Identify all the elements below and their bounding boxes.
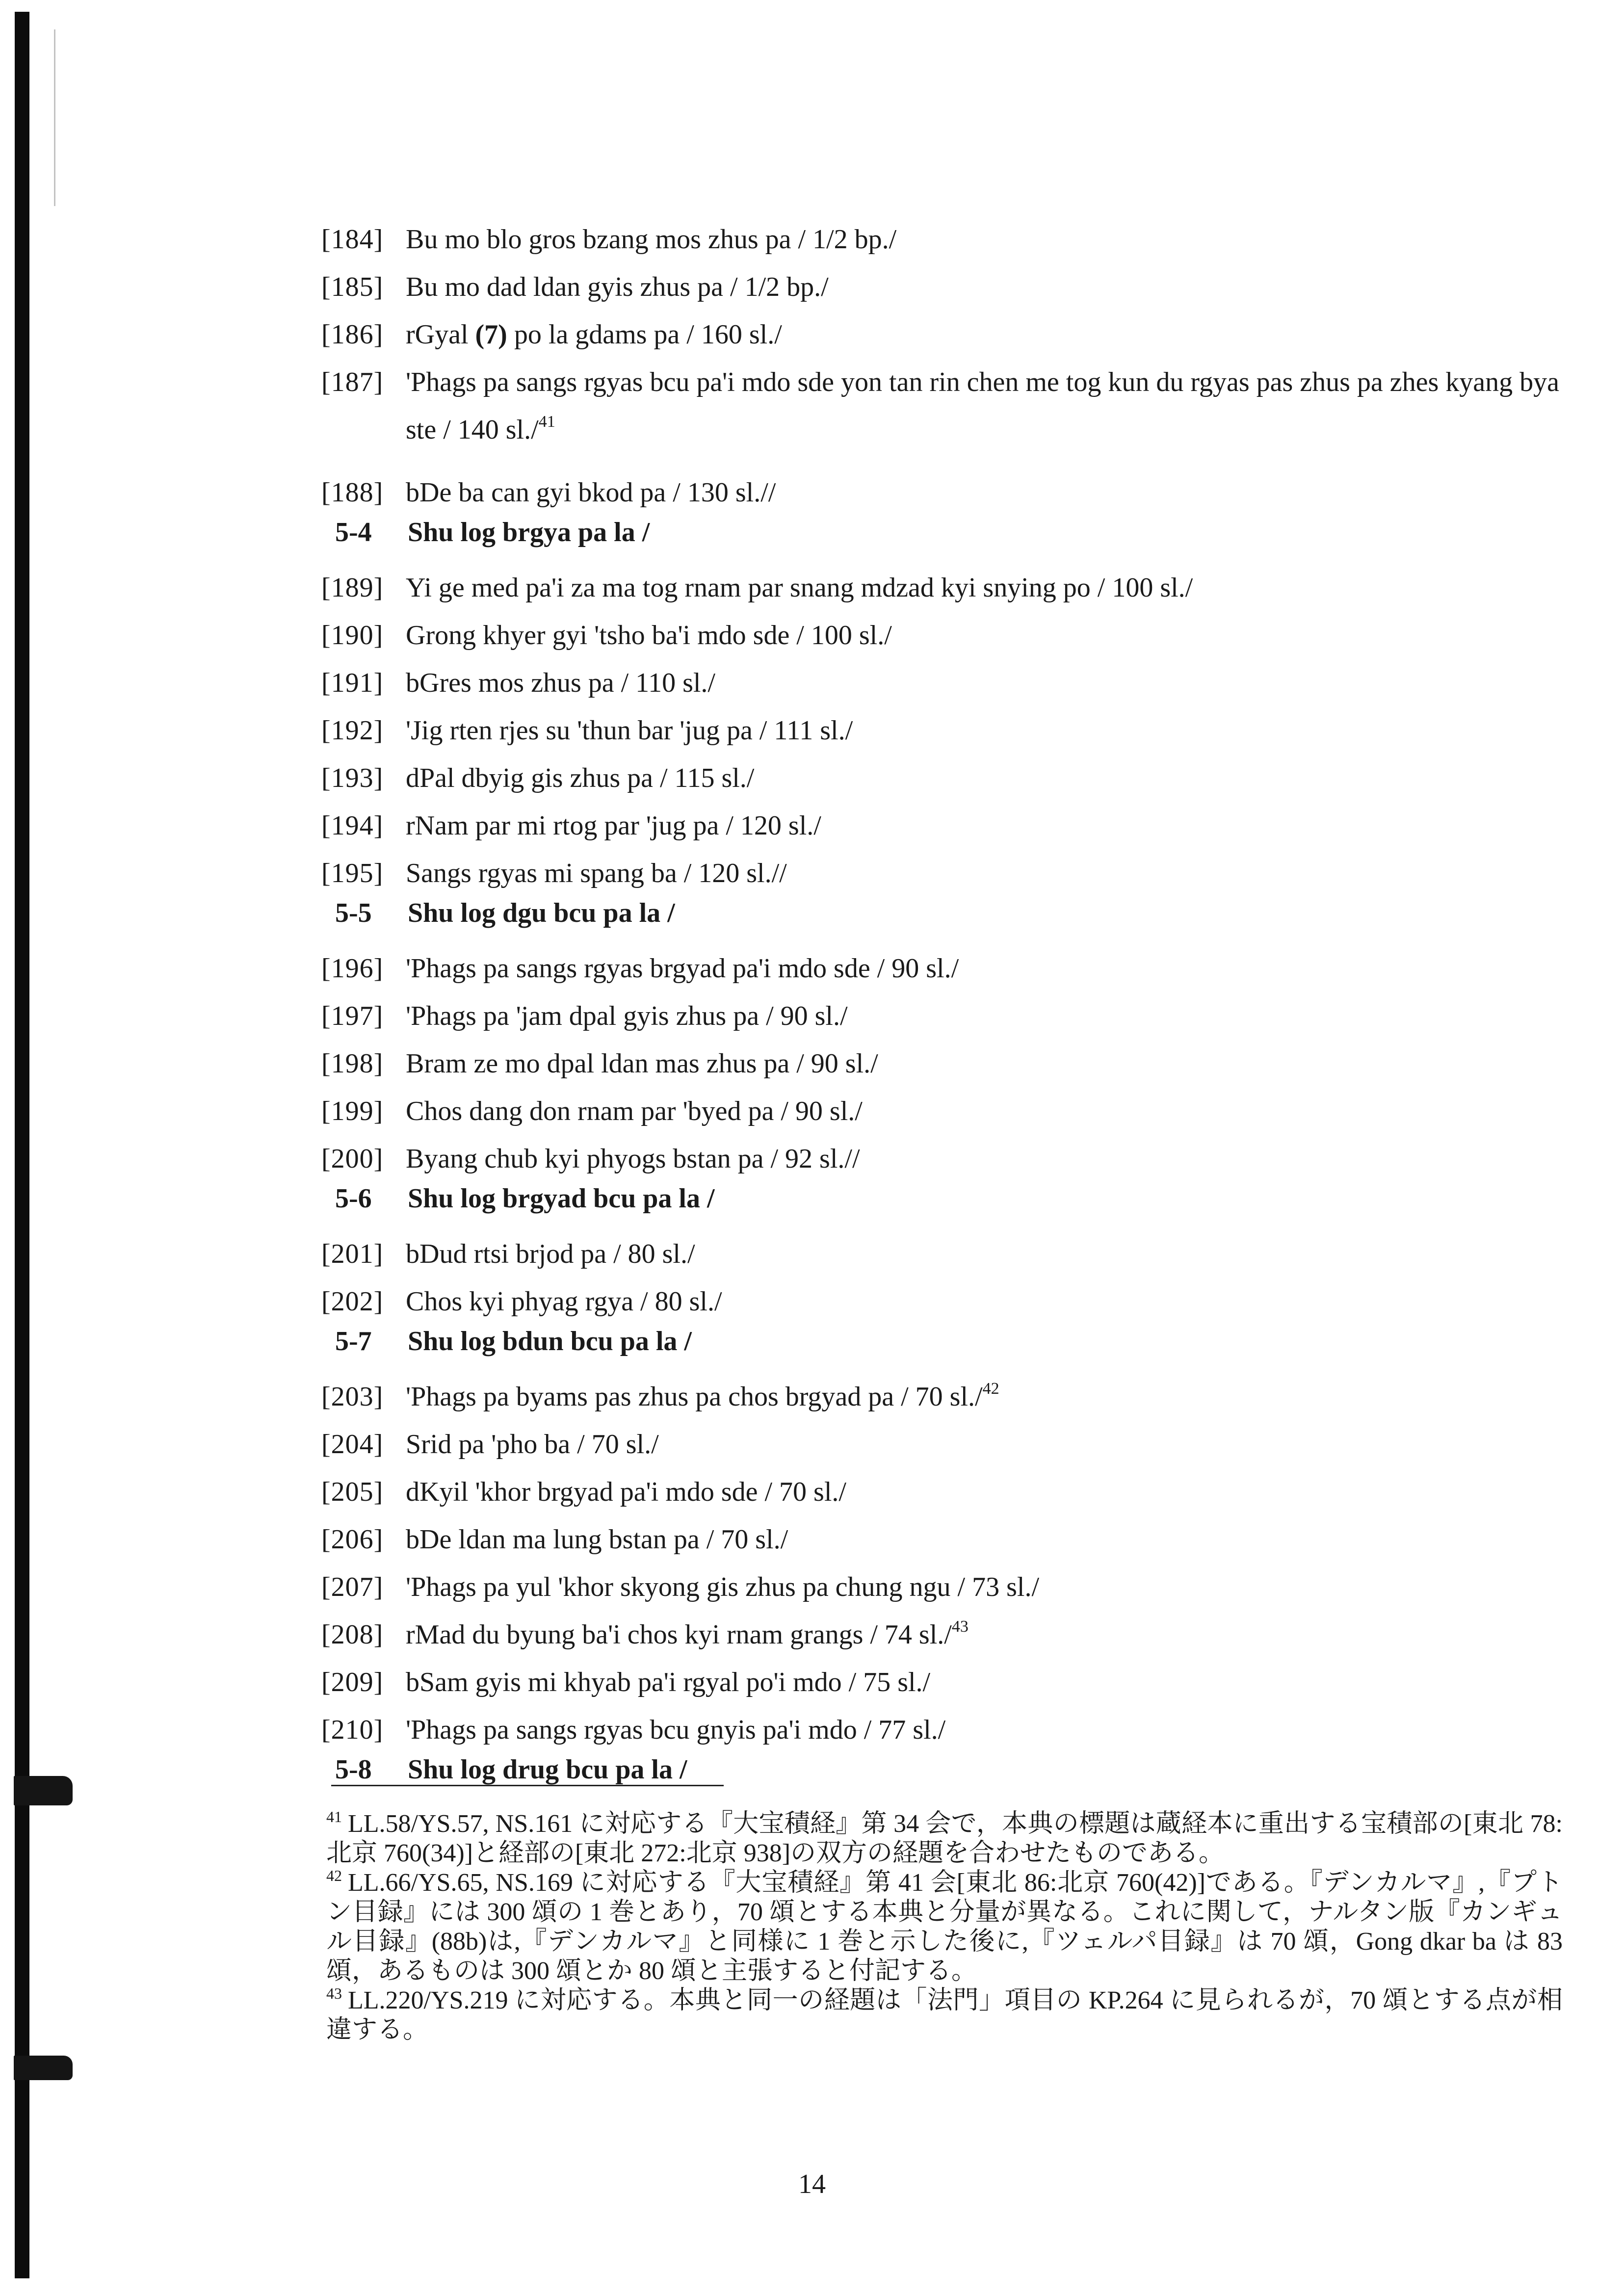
entry-number: [208] bbox=[321, 1619, 384, 1650]
catalog-entry bbox=[321, 469, 1577, 517]
entry-title: 'Phags pa sangs rgyas brgyad pa'i mdo sde / 90 sl./ bbox=[406, 953, 959, 984]
catalog-entry bbox=[321, 612, 1577, 659]
scan-edge-shadow bbox=[15, 12, 29, 2278]
footnote-text: LL.220/YS.219 に対応する。本典と同一の経題は「法門」項目の KP.264 に見られるが，70 頌とする点が相違する。 bbox=[326, 1986, 1563, 2044]
catalog-entry bbox=[321, 263, 1577, 311]
scan-streak bbox=[54, 29, 55, 206]
entry-number: [192] bbox=[321, 715, 384, 746]
entry-number: [187] bbox=[321, 367, 384, 397]
entry-title: bGres mos zhus pa / 110 sl./ bbox=[406, 668, 715, 698]
section-heading bbox=[321, 1754, 1577, 1801]
footnote bbox=[326, 1868, 1563, 1986]
entry-number: [198] bbox=[321, 1048, 384, 1079]
section-number: 5-5 bbox=[335, 898, 372, 928]
entry-number: [191] bbox=[321, 668, 384, 698]
entry-number: [195] bbox=[321, 858, 384, 888]
entry-number: [206] bbox=[321, 1524, 384, 1555]
entry-title: Bu mo blo gros bzang mos zhus pa / 1/2 bp./ bbox=[406, 224, 897, 255]
catalog-entry bbox=[321, 850, 1577, 897]
entry-number: [203] bbox=[321, 1382, 384, 1412]
entry-title: dKyil 'khor brgyad pa'i mdo sde / 70 sl./ bbox=[406, 1477, 846, 1507]
catalog-entry bbox=[321, 707, 1577, 755]
catalog-entry-list bbox=[321, 216, 1577, 1801]
entry-number: [190] bbox=[321, 620, 384, 651]
section-title: Shu log drug bcu pa la / bbox=[408, 1754, 687, 1785]
entry-title: 'Phags pa 'jam dpal gyis zhus pa / 90 sl./ bbox=[406, 1001, 848, 1031]
entry-title: 'Phags pa byams pas zhus pa chos brgyad pa / 70 sl./$^{42}$ bbox=[406, 1380, 999, 1412]
catalog-entry bbox=[321, 1230, 1577, 1278]
footnote bbox=[326, 1809, 1563, 1868]
entry-title: Byang chub kyi phyogs bstan pa / 92 sl.// bbox=[406, 1144, 860, 1174]
catalog-entry bbox=[321, 1135, 1577, 1183]
entry-number: [199] bbox=[321, 1096, 384, 1126]
catalog-entry bbox=[321, 1706, 1577, 1754]
footnote bbox=[326, 1986, 1563, 2045]
entry-number: [196] bbox=[321, 953, 384, 984]
entry-number: [189] bbox=[321, 573, 384, 603]
entry-title: rNam par mi rtog par 'jug pa / 120 sl./ bbox=[406, 810, 821, 841]
catalog-entry bbox=[321, 1088, 1577, 1135]
catalog-entry bbox=[321, 1564, 1577, 1611]
catalog-entry bbox=[321, 945, 1577, 992]
catalog-entry bbox=[321, 311, 1577, 359]
entry-title: Chos dang don rnam par 'byed pa / 90 sl./ bbox=[406, 1096, 863, 1126]
footnote-number: 41 bbox=[326, 1808, 342, 1826]
entry-title: bSam gyis mi khyab pa'i rgyal po'i mdo / 75 sl./ bbox=[406, 1667, 931, 1697]
entry-number: [194] bbox=[321, 810, 384, 841]
section-title: Shu log brgyad bcu pa la / bbox=[408, 1183, 715, 1214]
section-heading bbox=[321, 517, 1577, 564]
entry-number: [204] bbox=[321, 1429, 384, 1460]
entry-title: Chos kyi phyag rgya / 80 sl./ bbox=[406, 1286, 722, 1317]
entry-title: Yi ge med pa'i za ma tog rnam par snang mdzad kyi snying po / 100 sl./ bbox=[406, 573, 1193, 603]
entry-number: [201] bbox=[321, 1239, 384, 1269]
section-number: 5-8 bbox=[335, 1754, 372, 1785]
catalog-entry bbox=[321, 1516, 1577, 1564]
page-number: 14 bbox=[798, 2169, 826, 2199]
section-number: 5-6 bbox=[335, 1183, 372, 1214]
entry-number: [200] bbox=[321, 1144, 384, 1174]
catalog-entry bbox=[321, 216, 1577, 263]
catalog-entry bbox=[321, 1278, 1577, 1326]
entry-title: 'Jig rten rjes su 'thun bar 'jug pa / 111 sl./ bbox=[406, 715, 853, 746]
entry-title: Bu mo dad ldan gyis zhus pa / 1/2 bp./ bbox=[406, 272, 829, 302]
footnote-ref: 41 bbox=[538, 413, 555, 431]
entry-title: bDud rtsi brjod pa / 80 sl./ bbox=[406, 1239, 695, 1269]
footnotes bbox=[326, 1809, 1563, 2045]
scan-artifact bbox=[14, 1776, 73, 1805]
section-heading bbox=[321, 1326, 1577, 1373]
entry-number: [202] bbox=[321, 1286, 384, 1317]
entry-title: 'Phags pa sangs rgyas bcu pa'i mdo sde yon tan rin chen me tog kun du rgyas pas zhus pa zhes kyang bya ste / 140 sl./$^{41}$ bbox=[406, 367, 1559, 445]
entry-number: [193] bbox=[321, 763, 384, 793]
footnote-separator bbox=[331, 1785, 724, 1786]
section-number: 5-4 bbox=[335, 517, 372, 548]
footnote-number: 42 bbox=[326, 1867, 342, 1884]
catalog-entry bbox=[321, 755, 1577, 802]
entry-title: Bram ze mo dpal ldan mas zhus pa / 90 sl./ bbox=[406, 1048, 878, 1079]
entry-number: [210] bbox=[321, 1715, 384, 1745]
entry-title: 'Phags pa sangs rgyas bcu gnyis pa'i mdo / 77 sl./ bbox=[406, 1715, 946, 1745]
entry-number: [186] bbox=[321, 319, 384, 350]
entry-number: [184] bbox=[321, 224, 384, 255]
catalog-entry bbox=[321, 1468, 1577, 1516]
entry-title: rGyal (7) po la gdams pa / 160 sl./ bbox=[406, 319, 782, 350]
entry-title: Sangs rgyas mi spang ba / 120 sl.// bbox=[406, 858, 787, 888]
section-title: Shu log brgya pa la / bbox=[408, 517, 650, 548]
catalog-entry bbox=[321, 802, 1577, 850]
entry-number: [188] bbox=[321, 477, 384, 508]
entry-number: [207] bbox=[321, 1572, 384, 1602]
section-heading bbox=[321, 897, 1577, 945]
footnote-number: 43 bbox=[326, 1984, 342, 2002]
catalog-entry bbox=[321, 1611, 1577, 1659]
entry-title: bDe ba can gyi bkod pa / 130 sl.// bbox=[406, 477, 776, 508]
entry-number: [185] bbox=[321, 272, 384, 302]
entry-title: rMad du byung ba'i chos kyi rnam grangs / 74 sl./$^{43}$ bbox=[406, 1618, 969, 1650]
entry-number: [197] bbox=[321, 1001, 384, 1031]
footnote-ref: 43 bbox=[951, 1618, 969, 1636]
footnote-text: LL.66/YS.65, NS.169 に対応する『大宝積経』第 41 会[東北 86:北京 760(42)]である。『デンカルマ』,『プトン目録』には 300 頌の 1 巻とあり，70 頌とする本典と分量が異なる。これに関して，ナルタン版『カンギュル目録』(88b)は,『デンカルマ』と同様に 1 巻と示した後に,『ツェルパ目録』は 70 頌，Gong dkar ba は 83 頌，あるものは 300 頌とか 80 頌と主張すると付記する。 bbox=[326, 1869, 1563, 1985]
entry-title: Srid pa 'pho ba / 70 sl./ bbox=[406, 1429, 659, 1460]
entry-title: dPal dbyig gis zhus pa / 115 sl./ bbox=[406, 763, 755, 793]
catalog-entry bbox=[321, 1421, 1577, 1468]
section-number: 5-7 bbox=[335, 1326, 372, 1357]
section-heading bbox=[321, 1183, 1577, 1230]
entry-title: 'Phags pa yul 'khor skyong gis zhus pa chung ngu / 73 sl./ bbox=[406, 1572, 1040, 1602]
entry-number: [209] bbox=[321, 1667, 384, 1697]
catalog-entry bbox=[321, 564, 1577, 612]
footnote-ref: 42 bbox=[982, 1380, 999, 1398]
entry-title: bDe ldan ma lung bstan pa / 70 sl./ bbox=[406, 1524, 788, 1555]
section-title: Shu log dgu bcu pa la / bbox=[408, 898, 675, 928]
catalog-entry bbox=[321, 1659, 1577, 1706]
catalog-entry bbox=[321, 359, 1577, 454]
catalog-entry bbox=[321, 659, 1577, 707]
catalog-entry bbox=[321, 992, 1577, 1040]
catalog-entry bbox=[321, 1373, 1577, 1421]
catalog-entry bbox=[321, 1040, 1577, 1088]
section-title: Shu log bdun bcu pa la / bbox=[408, 1326, 692, 1357]
scan-artifact bbox=[14, 2056, 73, 2080]
entry-title: Grong khyer gyi 'tsho ba'i mdo sde / 100 sl./ bbox=[406, 620, 892, 651]
footnote-text: LL.58/YS.57, NS.161 に対応する『大宝積経』第 34 会で，本典の標題は蔵経本に重出する宝積部の[東北 78:北京 760(34)]と経部の[東北 272:北京 938]の双方の経題を合わせたものである。 bbox=[326, 1810, 1563, 1867]
entry-number: [205] bbox=[321, 1477, 384, 1507]
